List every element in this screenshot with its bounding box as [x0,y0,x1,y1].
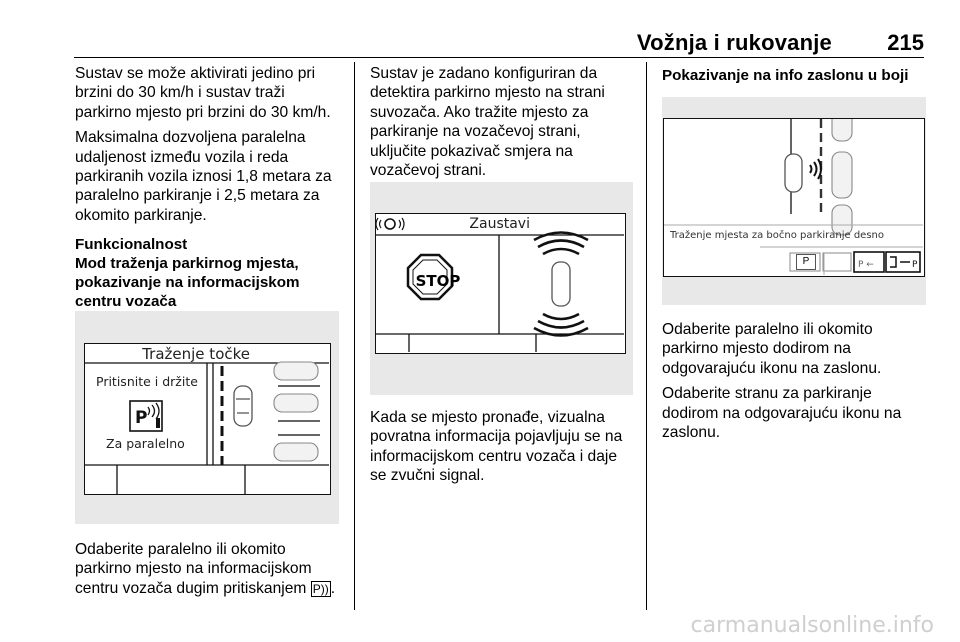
svg-text:P ←: P ← [858,260,874,270]
watermark: carmanualsonline.info [690,613,934,638]
column-1 [75,64,343,311]
column-2 [370,64,632,186]
svg-text:P: P [912,260,918,270]
parking-assist-icon: P)) [312,581,329,596]
heading-color-info-display: Pokazivanje na info zaslonu u boji [662,67,909,84]
paragraph-select-dic: Odaberite paralelno ili okomito parkirno mjesto na informacijskom centru vozača dugim pritiskanjem P)) . [75,541,336,597]
column-3 [662,64,927,85]
column-3-bottom [662,320,927,448]
column-1-bottom [75,540,343,605]
dic-mode-text: Za paralelno [106,436,185,451]
dic-screen-title: Traženje točke [142,345,250,363]
stop-sign-text: STOP [415,272,461,290]
column-2-bottom [370,408,632,492]
column-divider-1 [354,62,355,610]
figure-color-display [662,97,926,305]
dic-screen [84,343,331,495]
figure-stop [370,182,633,395]
header-rule [74,57,924,58]
section-title: Vožnja i rukovanje [636,30,832,55]
paragraph-select-side: Odaberite stranu za parkiranje dodirom na odgovarajuću ikonu na zaslonu. [662,385,902,442]
paragraph-speed-limit: Sustav se može aktivirati jedino pri brzini do 30 km/h i sustav traži parkirno mjesto pri brzini do 30 km/h. [75,65,331,121]
svg-text:P: P [135,408,148,428]
dic-screen-graphic [85,344,329,494]
steering-warning-icon [376,218,404,230]
paragraph-default-config: Sustav je zadano konfiguriran da detektira parkirno mjesto na strani suvozača. Ako tražite mjesto za parkiranje na vozačevoj strani, uključite pokazivač smjera na vozačevoj strani. [370,65,605,180]
dic-hint-text: Pritisnite i držite [96,374,198,389]
paragraph-select-type: Odaberite paralelno ili okomito parkirno mjesto dodirom na odgovarajuću ikonu na zaslonu. [662,321,882,377]
page-number: 215 [887,30,924,55]
color-display-graphic [664,119,923,275]
heading-functionality: Funkcionalnost [75,236,188,254]
color-display-caption: Traženje mjesta za bočno parkiranje desno [670,230,884,241]
stop-screen [375,213,626,354]
stop-screen-title: Zaustavi [469,216,530,232]
figure-search-mode [75,311,339,524]
column-divider-2 [646,62,647,610]
heading-search-mode: Mod traženja parkirnog mjesta, pokazivanje na informacijskom centru vozača [75,255,300,311]
paragraph-feedback: Kada se mjesto pronađe, vizualna povratna informacija pojavljuju se na informacijskom centru vozača i daje se zvučni signal. [370,409,623,485]
color-display-screen [663,118,925,277]
parking-p-icon[interactable]: P [796,254,816,270]
paragraph-max-distance: Maksimalna dozvoljena paralelna udaljenost između vozila i reda parkiranih vozila iznosi 1,8 metara za paralelno parkiranje i 2,5 metara za okomito parkiranje. [75,129,332,224]
